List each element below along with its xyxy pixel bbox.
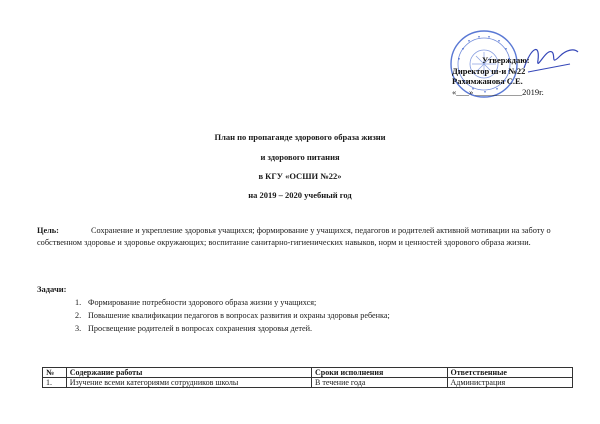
- list-item: 1. Формирование потребности здорового образа жизни у учащихся;: [75, 298, 317, 307]
- tasks-heading: Задачи:: [37, 284, 67, 294]
- table-header-row: [43, 368, 573, 378]
- list-item: 3. Просвещение родителей в вопросах сохранения здоровья детей.: [75, 323, 313, 333]
- list-item: 2. Повышение квалификации педагогов в вопросах развития и охраны здоровья ребенка;: [75, 310, 390, 320]
- table-cell: Изучение всеми категориями сотрудников школы: [66, 378, 311, 388]
- column-header-responsible: Ответственные: [447, 368, 572, 378]
- title-line-4: на 2019 – 2020 учебный год: [248, 190, 352, 200]
- table-cell: 1.: [43, 378, 67, 388]
- column-header-content: Содержание работы: [66, 368, 311, 378]
- tasks-list: [75, 297, 390, 335]
- table-cell: Администрация: [447, 378, 572, 388]
- column-header-deadline: Сроки исполнения: [312, 368, 448, 378]
- table-row: [43, 378, 573, 388]
- title-line-3: в КГУ «ОСШИ №22»: [258, 171, 342, 181]
- approval-heading: Утверждаю:: [482, 55, 530, 65]
- title-line-1: План по пропаганде здорового образа жизни: [214, 132, 386, 142]
- goal-text: Сохранение и укрепление здоровья учащихся; формирование у учащихся, педагогов и родителей активной мотивации на заботу о собственном здоровье и здоровье окружающих; воспитание санитарно-гигиенических навыков, норм и ценностей здорового образа жизни.: [37, 226, 551, 248]
- plan-table: [42, 367, 573, 388]
- goal-label: Цель:: [37, 226, 59, 235]
- table-cell: В течение года: [312, 378, 448, 388]
- goal-paragraph: [37, 225, 567, 250]
- title-line-2: и здорового питания: [260, 152, 340, 162]
- approval-name: Рахимжанова С.Е.: [452, 76, 523, 86]
- approval-block: [452, 55, 572, 97]
- column-header-number: №: [43, 368, 67, 378]
- approval-position: Директор ш-и №22: [452, 65, 526, 76]
- approval-date: «___» ___________2019г.: [452, 86, 544, 97]
